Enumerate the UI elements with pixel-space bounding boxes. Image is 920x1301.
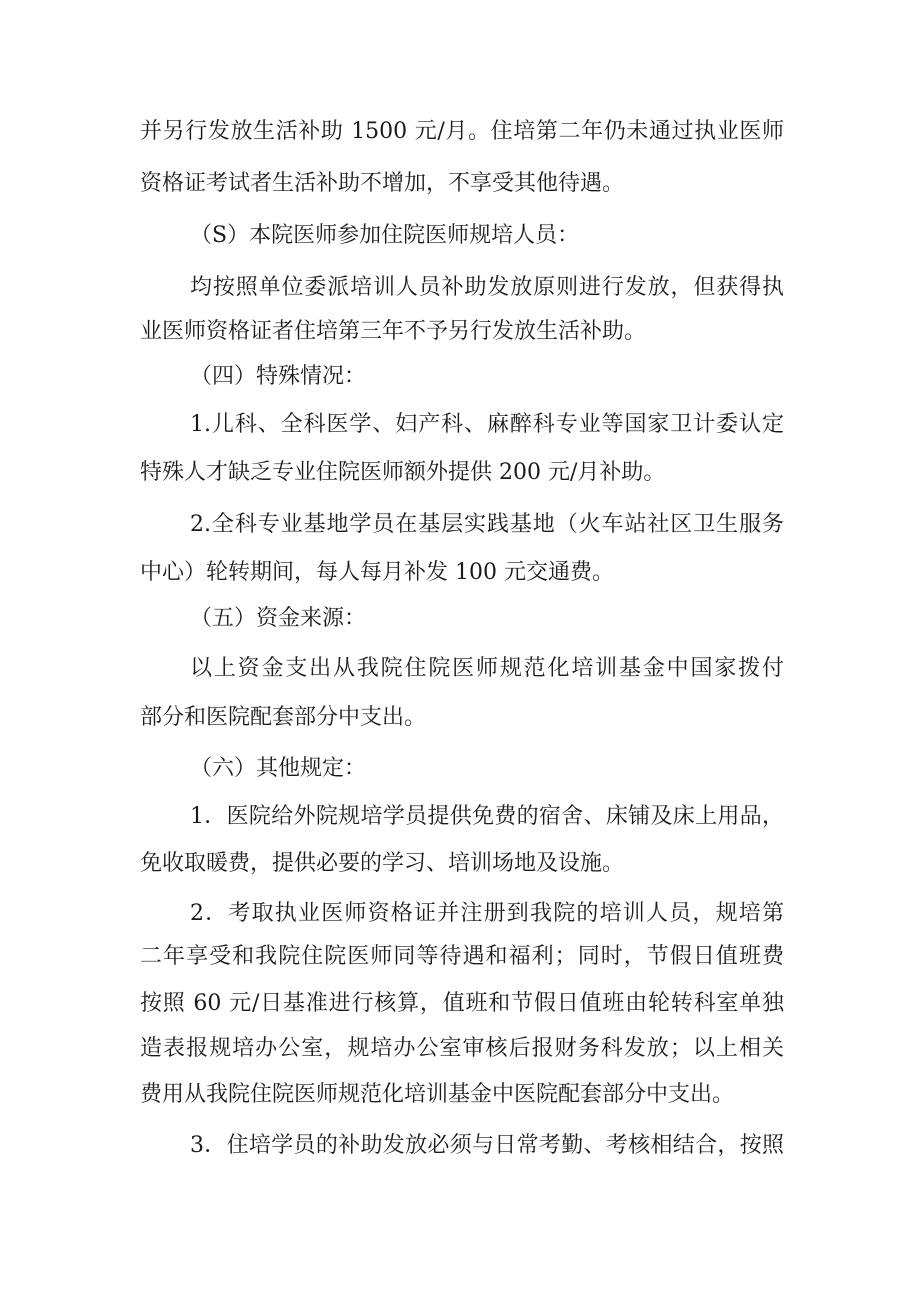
text-line-special-1-2: 特殊人才缺乏专业住院医师额外提供 200 元/月补助。 xyxy=(140,460,666,485)
text-line-other-1-1: 1．医院给外院规培学员提供免费的宿舍、床铺及床上用品， xyxy=(190,804,784,829)
text-line-other-2-5: 费用从我院住院医师规范化培训基金中医院配套部分中支出。 xyxy=(140,1082,735,1107)
text-line-internal-staff-1: 均按照单位委派培训人员补助发放原则进行发放，但获得执 xyxy=(190,275,784,300)
text-line-other-2-2: 二年享受和我院住院医师同等待遇和福利；同时，节假日值班费 xyxy=(140,944,784,969)
text-line-internal-staff-2: 业医师资格证者住培第三年不予另行发放生活补助。 xyxy=(140,319,647,344)
text-line-other-3-1: 3．住培学员的补助发放必须与日常考勤、考核相结合，按照 xyxy=(190,1133,784,1158)
text-line-special-1-1: 1.儿科、全科医学、妇产科、麻醉科专业等国家卫计委认定 xyxy=(190,412,784,437)
text-line-funding-1: 以上资金支出从我院住院医师规范化培训基金中国家拨付 xyxy=(190,656,784,681)
section-heading-special-cases: （四）特殊情况： xyxy=(190,364,367,389)
text-line-funding-2: 部分和医院配套部分中支出。 xyxy=(140,705,427,730)
text-line-living-allowance-2: 资格证考试者生活补助不增加，不享受其他待遇。 xyxy=(140,171,625,196)
section-heading-funding: （五）资金来源： xyxy=(190,606,367,631)
text-line-living-allowance-1: 并另行发放生活补助 1500 元/月。住培第二年仍未通过执业医师 xyxy=(140,119,784,144)
text-line-other-2-1: 2．考取执业医师资格证并注册到我院的培训人员，规培第 xyxy=(190,901,784,926)
section-heading-s: （S）本院医师参加住院医师规培人员： xyxy=(190,223,580,248)
text-line-other-1-2: 免收取暖费，提供必要的学习、培训场地及设施。 xyxy=(140,851,625,876)
section-heading-other-rules: （六）其他规定： xyxy=(190,756,367,781)
text-line-special-2-1: 2.全科专业基地学员在基层实践基地（火车站社区卫生服务 xyxy=(190,512,784,537)
text-line-other-2-3: 按照 60 元/日基准进行核算，值班和节假日值班由轮转科室单独 xyxy=(140,991,784,1016)
text-line-other-2-4: 造表报规培办公室，规培办公室审核后报财务科发放；以上相关 xyxy=(140,1036,784,1061)
text-line-special-2-2: 中心）轮转期间，每人每月补发 100 元交通费。 xyxy=(140,560,614,585)
